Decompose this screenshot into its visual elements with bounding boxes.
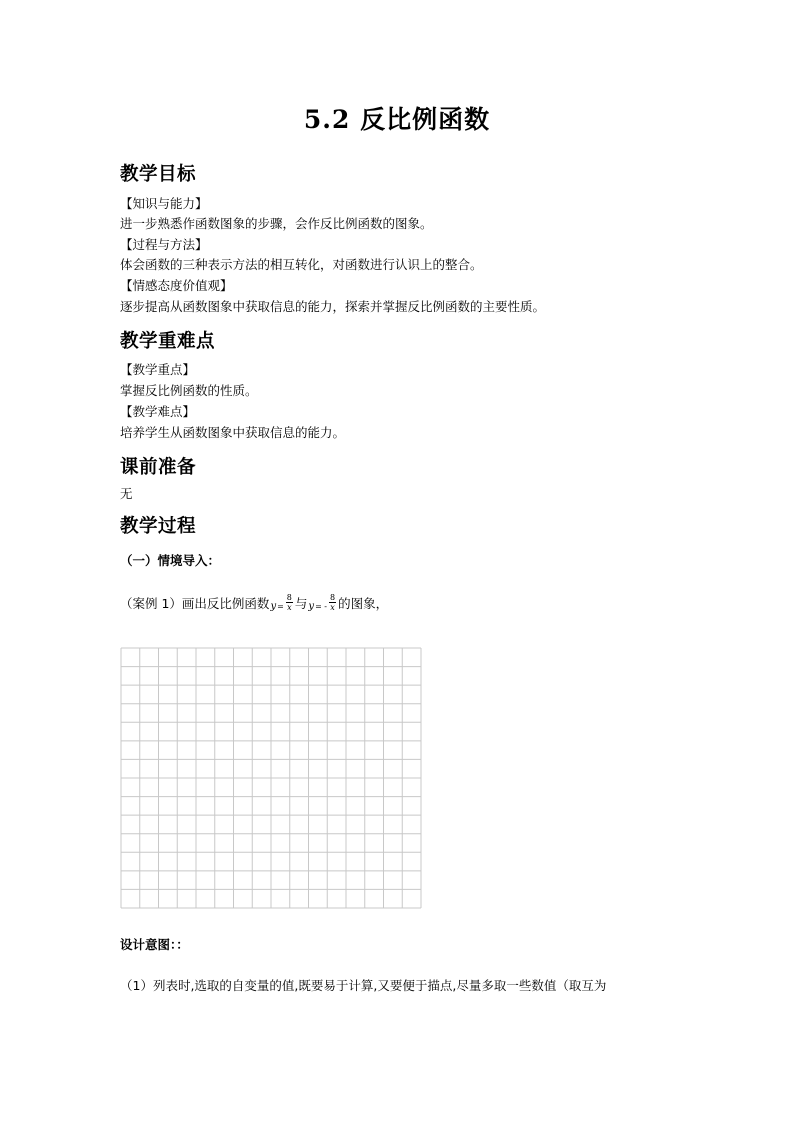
equation-1 — [270, 593, 293, 612]
knowledge-text: 进一步熟悉作函数图象的步骤，会作反比例函数的图象。 — [120, 216, 433, 231]
section-heading-preparation: 课前准备 — [120, 457, 197, 478]
preparation-text: 无 — [120, 486, 133, 501]
equation-2 — [308, 593, 337, 612]
section-heading-key-points: 教学重难点 — [120, 331, 216, 352]
eq2-fraction — [329, 593, 336, 612]
emotion-label: 【情感态度价值观】 — [120, 278, 233, 293]
connector-text: 与 — [294, 595, 308, 611]
design-note-1: （1）列表时,选取的自变量的值,既要易于计算,又要便于描点,尽量多取一些数值（取互为 — [120, 978, 607, 993]
case-suffix: 的图象， — [338, 595, 389, 611]
process-method-label: 【过程与方法】 — [120, 237, 208, 252]
process-method-text: 体会函数的三种表示方法的相互转化，对函数进行认识上的整合。 — [120, 257, 483, 272]
eq2-denominator: x — [330, 603, 335, 612]
section-heading-process: 教学过程 — [120, 516, 197, 537]
case-prefix: （案例 1）画出反比例函数 — [120, 595, 270, 611]
section-heading-objectives: 教学目标 — [120, 164, 197, 185]
case-1-line — [120, 593, 388, 612]
difficulty-text: 培养学生从函数图象中获取信息的能力。 — [120, 425, 346, 440]
knowledge-label: 【知识与能力】 — [120, 196, 208, 211]
eq1-y: y — [270, 601, 277, 612]
eq1-fraction — [286, 593, 293, 612]
emotion-text: 逐步提高从函数图象中获取信息的能力，探索并掌握反比例函数的主要性质。 — [120, 299, 546, 314]
design-intent-label: 设计意图：： — [120, 937, 189, 952]
eq2-numerator: 8 — [330, 593, 336, 602]
intro-label: （一）情境导入： — [120, 553, 221, 568]
eq1-op: = — [277, 602, 284, 611]
difficulty-label: 【教学难点】 — [120, 404, 196, 419]
coordinate-grid — [120, 647, 422, 909]
eq1-denominator: x — [287, 603, 292, 612]
eq2-y: y — [308, 601, 315, 612]
page-title: 5.2 反比例函数 — [303, 105, 491, 134]
eq2-op: = - — [315, 602, 328, 611]
focus-text: 掌握反比例函数的性质。 — [120, 383, 258, 398]
eq1-numerator: 8 — [286, 593, 292, 602]
focus-label: 【教学重点】 — [120, 362, 196, 377]
